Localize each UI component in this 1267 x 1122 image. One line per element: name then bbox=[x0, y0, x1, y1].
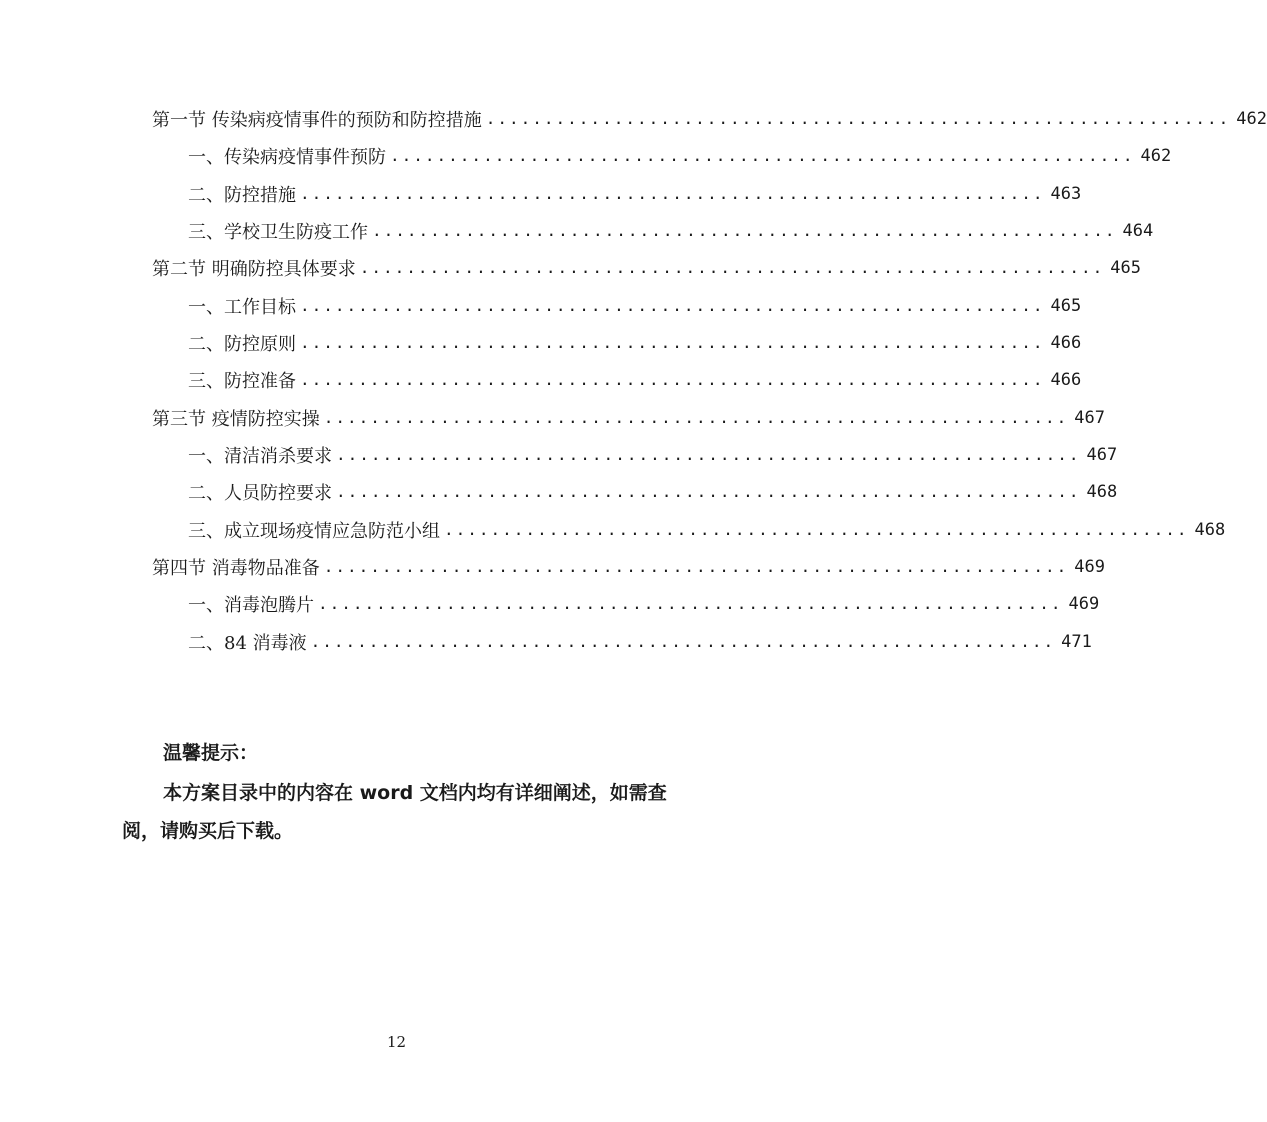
toc-entry-page: 466 bbox=[1050, 369, 1082, 390]
toc-entry[interactable] bbox=[188, 137, 1172, 174]
toc-entry-label: 三、学校卫生防疫工作 bbox=[188, 221, 368, 243]
toc-entry-page: 471 bbox=[1061, 631, 1092, 652]
toc-leader-dots: ................................................................ bbox=[359, 258, 1105, 277]
toc-entry-label: 三、防控准备 bbox=[188, 370, 296, 392]
toc-entry[interactable] bbox=[152, 100, 1267, 137]
toc-entry[interactable] bbox=[188, 361, 1082, 398]
toc-entry-page: 465 bbox=[1110, 257, 1141, 278]
tip-body: 本方案目录中的内容在 word 文档内均有详细阐述，如需查阅，请购买后下载。 bbox=[122, 782, 667, 842]
toc-entry-label: 二、人员防控要求 bbox=[188, 482, 332, 504]
toc-leader-dots: ................................................................ bbox=[336, 482, 1081, 501]
toc-entry-page: 464 bbox=[1122, 220, 1154, 241]
toc-entry[interactable] bbox=[188, 212, 1154, 249]
toc-entry-label: 二、84 消毒液 bbox=[188, 632, 307, 654]
toc-entry-page: 466 bbox=[1050, 332, 1082, 353]
toc-entry-label: 二、防控措施 bbox=[188, 184, 296, 206]
toc-leader-dots: ................................................................ bbox=[444, 520, 1189, 539]
toc-entry[interactable] bbox=[188, 473, 1118, 510]
toc-entry-label: 一、传染病疫情事件预防 bbox=[188, 146, 386, 168]
toc-leader-dots: ................................................................ bbox=[318, 594, 1063, 613]
tip-heading: 温馨提示： bbox=[163, 742, 259, 764]
toc-leader-dots: ................................................................ bbox=[300, 184, 1045, 203]
toc-leader-dots: ................................................................ bbox=[390, 146, 1135, 165]
toc-leader-dots: ................................................................ bbox=[300, 370, 1045, 389]
toc-leader-dots: ................................................................ bbox=[323, 557, 1069, 576]
toc-leader-dots: ................................................................ bbox=[485, 109, 1231, 128]
toc-entry[interactable] bbox=[152, 399, 1105, 436]
toc-leader-dots: ................................................................ bbox=[300, 333, 1045, 352]
toc-entry-page: 462 bbox=[1140, 145, 1172, 166]
toc-entry-label: 第一节 传染病疫情事件的预防和防控措施 bbox=[152, 109, 482, 131]
page-number: 12 bbox=[386, 1033, 407, 1051]
toc-leader-dots: ................................................................ bbox=[310, 632, 1056, 651]
toc-entry[interactable] bbox=[188, 585, 1100, 622]
toc-entry-page: 467 bbox=[1086, 444, 1118, 465]
toc-entry-page: 463 bbox=[1050, 183, 1082, 204]
toc-entry-page: 467 bbox=[1074, 407, 1105, 428]
toc-leader-dots: ................................................................ bbox=[336, 445, 1081, 464]
toc-leader-dots: ................................................................ bbox=[300, 296, 1045, 315]
toc-entry[interactable] bbox=[188, 623, 1092, 660]
toc-entry[interactable] bbox=[152, 548, 1105, 585]
toc-entry-page: 468 bbox=[1194, 519, 1226, 540]
toc-entry-label: 第四节 消毒物品准备 bbox=[152, 557, 320, 579]
toc-entry-label: 二、防控原则 bbox=[188, 333, 296, 355]
toc-entry-page: 462 bbox=[1236, 108, 1267, 129]
toc-entry-page: 469 bbox=[1074, 556, 1105, 577]
toc-entry[interactable] bbox=[188, 287, 1082, 324]
toc-entry-label: 第二节 明确防控具体要求 bbox=[152, 258, 356, 280]
toc-entry-label: 第三节 疫情防控实操 bbox=[152, 408, 320, 430]
toc-leader-dots: ................................................................ bbox=[323, 408, 1069, 427]
toc-leader-dots: ................................................................ bbox=[372, 221, 1117, 240]
toc-entry[interactable] bbox=[152, 249, 1141, 286]
toc-entry[interactable] bbox=[188, 324, 1082, 361]
toc-entry-page: 468 bbox=[1086, 481, 1118, 502]
toc-entry[interactable] bbox=[188, 436, 1118, 473]
toc-entry-page: 469 bbox=[1068, 593, 1100, 614]
toc-entry-label: 一、工作目标 bbox=[188, 296, 296, 318]
toc-entry[interactable] bbox=[188, 511, 1226, 548]
toc-entry-label: 一、清洁消杀要求 bbox=[188, 445, 332, 467]
toc-entry-page: 465 bbox=[1050, 295, 1082, 316]
toc-entry[interactable] bbox=[188, 175, 1082, 212]
toc-entry-label: 一、消毒泡腾片 bbox=[188, 594, 314, 616]
toc-entry-label: 三、成立现场疫情应急防范小组 bbox=[188, 520, 440, 542]
